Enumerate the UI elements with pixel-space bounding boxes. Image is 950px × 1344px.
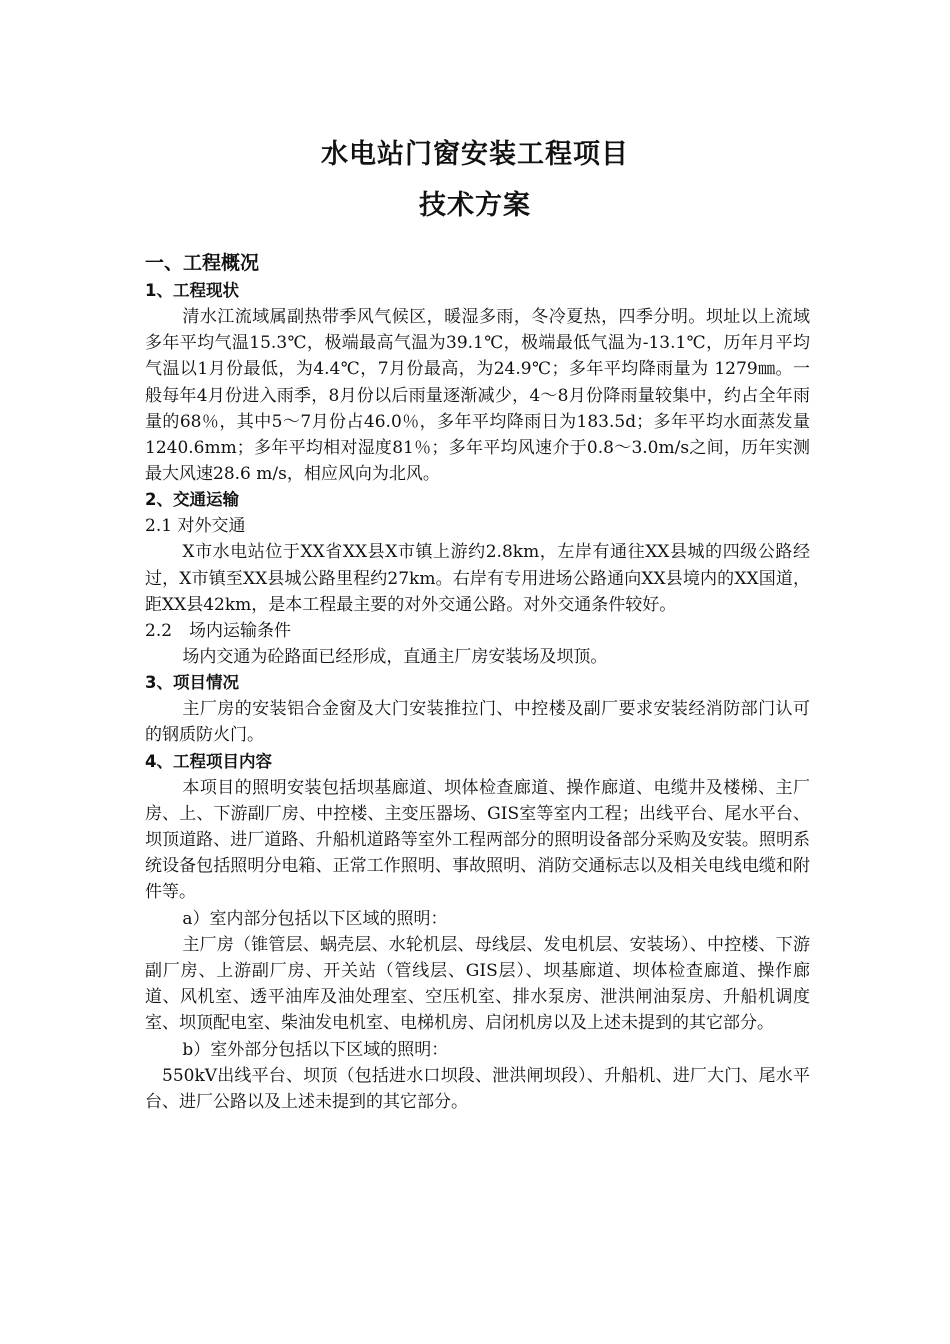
paragraph-external-traffic: X市水电站位于XX省XX县X市镇上游约2.8km，左岸有通往XX县城的四级公路经过，X市镇至XX县城公路里程约27km。右岸有专用进场公路通向XX县境内的XX国道，距XX县42km，是本工程最主要的对外交通公路。对外交通条件较好。: [145, 542, 810, 615]
heading-project-status: 1、工程现状: [145, 281, 239, 300]
paragraph-project-content: 本项目的照明安装包括坝基廊道、坝体检查廊道、操作廊道、电缆井及楼梯、主厂房、上、下游副厂房、中控楼、主变压器场、GIS室等室内工程；出线平台、尾水平台、坝顶道路、进厂道路、升船机道路等室外工程两部分的照明设备部分采购及安装。照明系统设备包括照明分电箱、正常工作照明、事故照明、消防交通标志以及相关电线电缆和附件等。: [145, 777, 810, 903]
label-indoor-lighting: a）室内部分包括以下区域的照明：: [182, 908, 448, 929]
section-heading-overview: 一、工程概况: [145, 252, 260, 274]
heading-transportation: 2、交通运输: [145, 490, 239, 510]
paragraph-project-status: 清水江流域属副热带季风气候区，暖湿多雨，冬冷夏热，四季分明。坝址以上流域多年平均气温15.3℃，极端最高气温为39.1℃，极端最低气温为-13.1℃，历年月平均气温以1月份最低，为4.4℃，7月份最高，为24.9℃；多年平均降雨量为 1279㎜。一般每年4月份进入雨季，8月份以后雨量逐渐减少，4～8月份降雨量较集中，约占全年雨量的68％，其中5～7月份占46.0％，多年平均降雨日为183.5d；多年平均水面蒸发量1240.6mm；多年平均相对湿度81％；多年平均风速介于0.8～3.0m/s之间，历年实测最大风速28.6 m/s，相应风向为北风。: [145, 307, 810, 485]
subheading-external-traffic: 2.1 对外交通: [145, 516, 246, 537]
label-outdoor-lighting: b）室外部分包括以下区域的照明：: [182, 1039, 449, 1060]
paragraph-project-situation: 主厂房的安装铝合金窗及大门安装推拉门、中控楼及副厂要求安装经消防部门认可的钢质防火门。: [145, 699, 810, 746]
heading-project-situation: 3、项目情况: [145, 673, 239, 693]
document-body: [145, 248, 810, 1115]
document-subtitle: 技术方案: [419, 190, 531, 221]
heading-project-content: 4、工程项目内容: [145, 751, 272, 771]
paragraph-site-transport: 场内交通为砼路面已经形成，直通主厂房安装场及坝顶。: [182, 647, 608, 668]
document-title: 水电站门窗安装工程项目: [321, 139, 629, 170]
paragraph-outdoor-lighting: 550kV出线平台、坝顶（包括进水口坝段、泄洪闸坝段）、升船机、进厂大门、尾水平台、进厂公路以及上述未提到的其它部分。: [145, 1065, 810, 1113]
paragraph-indoor-lighting: 主厂房（锥管层、蜗壳层、水轮机层、母线层、发电机层、安装场）、中控楼、下游副厂房、上游副厂房、开关站（管线层、GIS层）、坝基廊道、坝体检查廊道、操作廊道、风机室、透平油库及油处理室、空压机室、排水泵房、泄洪闸油泵房、升船机调度室、坝顶配电室、柴油发电机室、电梯机房、启闭机房以及上述未提到的其它部分。: [145, 934, 810, 1034]
subheading-site-transport: 2.2 场内运输条件: [145, 621, 292, 642]
